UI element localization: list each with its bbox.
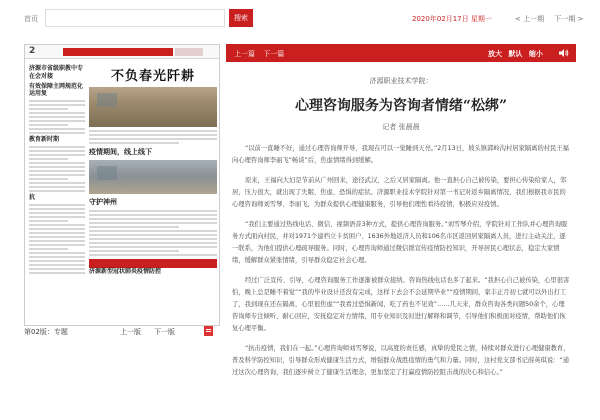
prev-page-link[interactable]: 上一版 (120, 328, 141, 336)
article-paragraph: “以前一直睡不好，通过心理咨询师开导，我现在可以一觉睡到天亮。”2月13日，坡头镇郭岭沟村居家隔离的村民王福向心理咨询师李丽飞“畅谈”后，焦虑情绪得到缓解。 (232, 145, 569, 164)
article-paragraph: 原来，王福向大妇是节前从广州回来，途径武汉，之后又居家隔离。他一直担心自己被传染，要担心传染给家人，邻居，压力很大，就出现了失眠、焦虑、恐惧的症状。济源职业技术学院针对第一书记对返乡隔离情况，我们根据我市民的心理咨询师刘雪琴、李丽飞，为群众提供心理健康服务，引导他们理性看待疫情，积极应对疫情。 (232, 177, 567, 208)
article-panel (226, 44, 576, 420)
next-page-link[interactable]: 下一版 (154, 328, 175, 336)
search-button[interactable]: 搜索 (229, 9, 253, 27)
newspaper-headline[interactable]: 有效保障主网规范化运用复 (29, 82, 84, 98)
newspaper-header (25, 45, 219, 59)
newspaper-page-number: 2 (29, 46, 36, 56)
article-toolbar (226, 44, 576, 62)
prev-article-link[interactable]: 上一篇 (234, 50, 255, 58)
font-default-button[interactable]: 默认 (508, 50, 523, 58)
page-label[interactable]: 第02版：专题 (24, 328, 68, 336)
font-shrink-button[interactable]: 缩小 (528, 50, 543, 58)
prev-issue-link[interactable]: < 上一期 (515, 15, 545, 23)
font-enlarge-button[interactable]: 放大 (488, 50, 502, 58)
weekday-text: 星期一 (470, 15, 492, 23)
article-byline: 记者 张晨晨 (382, 123, 420, 131)
newspaper-red-band (89, 259, 217, 268)
home-link[interactable]: 首页 (24, 15, 38, 23)
article-paragraph: 经过广泛宣传、引导，心理咨询服务工作逐渐被群众接纳。咨询热线电话也多了起来。“我担心自己被传染，心里很害怕，晚上总是睡不着觉”“我的毕业设计还没有完成，这样下去会不会延期毕业”“疫情期间，家丰正月初七就可以外出打工了，我到现在还在隔离，心里很焦虑”“我看过恐惧新闻，吃了药也不见效”……几天来，群众咨询各类问题50余个，心理咨询师专注倾听、耐心回应，安抚稳定对方情绪，用专业知识及时进行解释和调节，引导他们积极面对疫情，帮助他们恢复心理平衡。 (232, 277, 570, 332)
pdf-icon[interactable] (204, 326, 213, 336)
newspaper-page-thumbnail[interactable] (24, 44, 220, 326)
newspaper-left-column (29, 65, 85, 323)
newspaper-subtitle[interactable]: 疫情期间，线上线下 (89, 148, 152, 156)
issue-nav (515, 14, 591, 24)
search-input[interactable] (45, 9, 225, 27)
newspaper-headline[interactable]: 抗 (29, 193, 36, 201)
speaker-icon[interactable] (558, 48, 569, 58)
article-paragraph: “我们主要通过热线电话、微信、视频语音3种方式，提供心理咨询服务。”刘雪琴介绍，学院针对工作队并心理咨询服务方式面向村民，并对1971个建档立卡贫困户、1636外地返济人员和106名市区返回居家隔离人员，进行主动关注，逐一联系，为他们提供心理疏导服务。同时，心理咨询师通过微信群宣传疫情防控知识，开导居民心理状态，稳定大家情绪，缓解群众紧张情绪，引导群众稳定社会心理。 (232, 221, 568, 264)
newspaper-headline[interactable]: 济源市省级职教中专在会对接 (29, 65, 84, 80)
newspaper-lead-title[interactable]: 不负春光阡耕 (110, 69, 195, 84)
newspaper-headline[interactable]: 济源新型冠状肺炎疫情防控 (89, 268, 162, 275)
newspaper-photo (89, 87, 217, 127)
issue-date (412, 14, 492, 24)
newspaper-subtitle[interactable]: 守护神州 (89, 198, 117, 206)
top-bar (0, 0, 600, 38)
next-article-link[interactable]: 下一篇 (263, 50, 285, 58)
article-subhead: 济源职业技术学院： (369, 77, 433, 85)
newspaper-headline[interactable]: 教育新时期 (29, 136, 60, 144)
article-paragraph: “抗击疫情，我们在一起。”心理咨询师刘雪琴说，以高度的责任感，真挚的爱民之情，持续对群众进行心理健康教育，普及科学防控知识，引导群众形成健康生活方式，增强群众战胜疫情的勇气和力量。同时，这村党支部书记薛英琪说：“通过这次心理咨询，我们逐步树立了健康生活理念，更加坚定了打赢疫情防控阻击战的决心和信心。” (232, 345, 570, 376)
newspaper-photo (89, 160, 217, 194)
date-text: 2020年02月17日 (412, 15, 469, 23)
article-body (232, 143, 570, 420)
newspaper-main-column (89, 65, 217, 323)
article-title: 心理咨询服务为咨询者情绪“松绑” (294, 98, 508, 114)
newspaper-masthead-band (63, 48, 173, 56)
next-issue-link[interactable]: 下一期 > (554, 15, 584, 23)
